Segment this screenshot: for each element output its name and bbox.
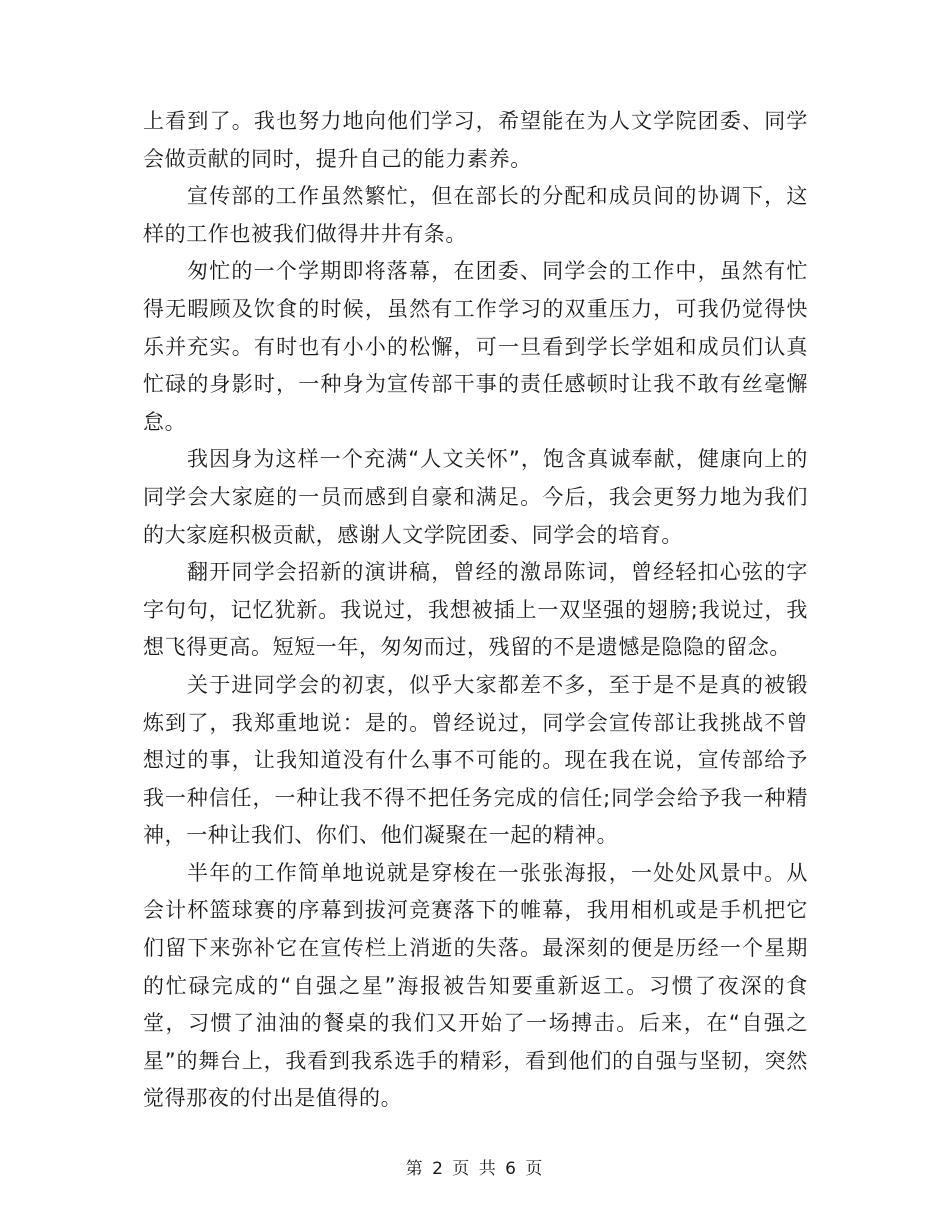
document-body [143, 103, 808, 1118]
paragraph-5: 翻开同学会招新的演讲稿，曾经的激昂陈词，曾经轻扣心弦的字字句句，记忆犹新。我说过，我想被插上一双坚强的翅膀;我说过，我想飞得更高。短短一年，匆匆而过，残留的不是遗憾是隐隐的留念。 [143, 560, 808, 660]
page-number-footer: 第 2 页 共 6 页 [405, 1159, 545, 1179]
paragraph-2: 宣传部的工作虽然繁忙，但在部长的分配和成员间的协调下，这样的工作也被我们做得井井有条。 [143, 184, 808, 246]
paragraph-6: 关于进同学会的初衷，似乎大家都差不多，至于是不是真的被锻炼到了，我郑重地说：是的。曾经说过，同学会宣传部让我挑战不曾想过的事，让我知道没有什么事不可能的。现在我在说，宣传部给予我一种信任，一种让我不得不把任务完成的信任;同学会给予我一种精神，一种让我们、你们、他们凝聚在一起的精神。 [143, 672, 808, 848]
paragraph-7: 半年的工作简单地说就是穿梭在一张张海报，一处处风景中。从会计杯篮球赛的序幕到拔河竞赛落下的帷幕，我用相机或是手机把它们留下来弥补它在宣传栏上消逝的失落。最深刻的便是历经一个星期的忙碌完成的“自强之星”海报被告知要重新返工。习惯了夜深的食堂，习惯了油油的餐桌的我们又开始了一场搏击。后来，在“自强之星”的舞台上，我看到我系选手的精彩，看到他们的自强与坚韧，突然觉得那夜的付出是值得的。 [143, 860, 808, 1111]
paragraph-3: 匆忙的一个学期即将落幕，在团委、同学会的工作中，虽然有忙得无暇顾及饮食的时候，虽然有工作学习的双重压力，可我仍觉得快乐并充实。有时也有小小的松懈，可一旦看到学长学姐和成员们认真忙碌的身影时，一种身为宣传部干事的责任感顿时让我不敢有丝毫懈怠。 [143, 259, 808, 434]
paragraph-1: 上看到了。我也努力地向他们学习，希望能在为人文学院团委、同学会做贡献的同时，提升自己的能力素养。 [143, 109, 808, 171]
paragraph-4: 我因身为这样一个充满“人文关怀”，饱含真诚奉献，健康向上的同学会大家庭的一员而感到自豪和满足。今后，我会更努力地为我们的大家庭积极贡献，感谢人文学院团委、同学会的培育。 [143, 447, 808, 547]
